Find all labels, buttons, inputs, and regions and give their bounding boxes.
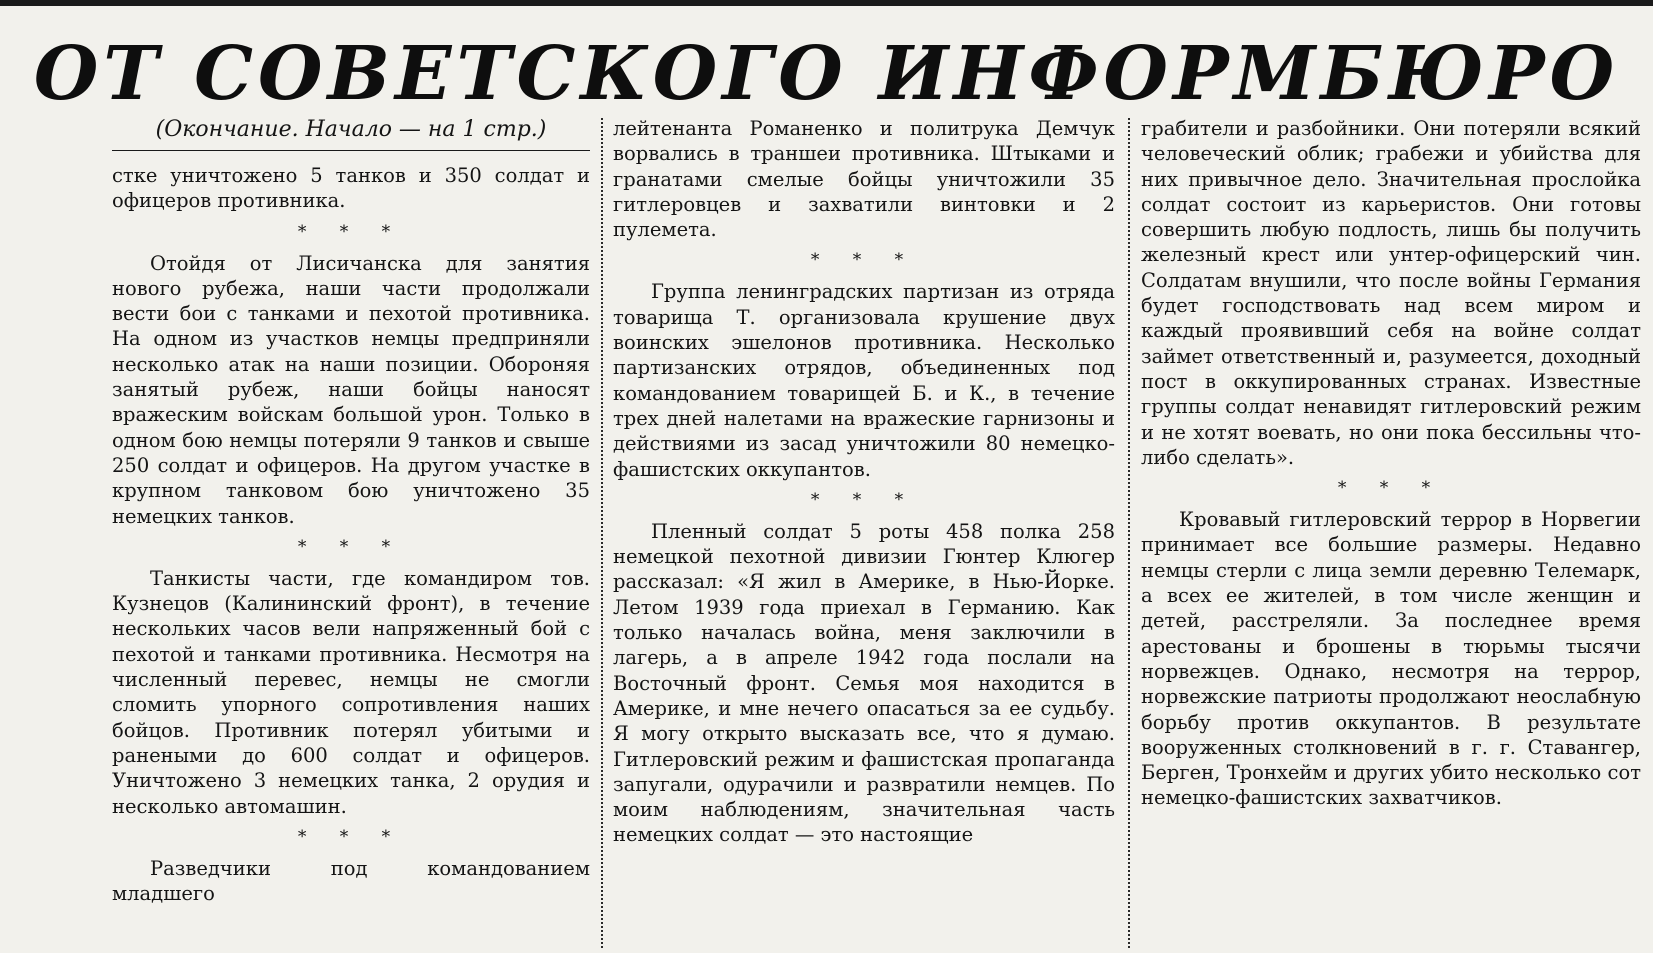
col2-paragraph-3: Пленный солдат 5 роты 458 полка 258 немецкой пехотной дивизии Гюнтер Клюгер рассказал: «Я жил в Америке, в Нью-Йорке. Летом 1939 года приехал в Германию. Как только началась война, меня заключили в лагерь, а в апреле 1942 года послали на Восточный фронт. Семья моя находится в Америке, и мне нечего опасаться за ее судьбу. Я могу открыто высказать все, что я думаю. Гитлеровский режим и фашистская пропаганда запугали, одурачили и развратили немцев. По моим наблюдениям, значительная часть немецких солдат — это настоящие — [613, 519, 1115, 847]
column-divider-right — [1128, 118, 1131, 948]
separator: * * * — [297, 826, 405, 847]
column-2 — [613, 116, 1115, 946]
separator: * * * — [810, 489, 918, 510]
col1-paragraph-4: Разведчики под командованием младшего — [112, 856, 590, 906]
subtitle: (Окончание. Начало — на 1 стр.) — [112, 116, 590, 151]
col1-paragraph-2: Отойдя от Лисичанска для занятия нового рубежа, наши части продолжали вести бои с танками и пехотой противника. На одном из участков немцы предприняли несколько атак на наши позиции. Обороняя занятый рубеж, наши бойцы наносят вражеским войскам большой урон. Только в одном бою немцы потеряли 9 танков и свыше 250 солдат и офицеров. На другом участке в крупном танковом бою уничтожено 35 немецких танков. — [112, 251, 590, 528]
column-divider-left — [601, 118, 604, 948]
col3-paragraph-1: грабители и разбойники. Они потеряли всякий человеческий облик; грабежи и убийства для них привычное дело. Значительная прослойка солдат состоит из карьеристов. Они готовы совершить любую подлость, лишь бы получить железный крест или унтер-офицерский чин. Солдатам внушили, что после войны Германия будет господствовать над всем миром и каждый проявивший себя на войне солдат займет ответственный и, разумеется, доходный пост в оккупированных странах. Известные группы солдат ненавидят гитлеровский режим и не хотят воевать, но они пока бессильны что-либо сделать». — [1141, 117, 1641, 469]
headline: ОТ СОВЕТСКОГО ИНФОРМБЮРО — [33, 31, 1620, 117]
separator: * * * — [297, 536, 405, 557]
col1-paragraph-1: стке уничтожено 5 танков и 350 солдат и офицеров противника. — [112, 164, 590, 213]
col2-paragraph-2: Группа ленинградских партизан из отряда товарища Т. организовала крушение двух воинских эшелонов противника. Несколько партизанских отрядов, объединенных под командованием товарищей Б. и К., в течение трех дней налетами на вражеские гарнизоны и действиями из засад уничтожили 80 немецко-фашистских оккупантов. — [613, 280, 1115, 481]
separator: * * * — [810, 250, 918, 271]
col2-paragraph-1: лейтенанта Романенко и политрука Демчук ворвались в траншеи противника. Штыками и гранатами смелые бойцы уничтожили 35 гитлеровцев и захватили винтовки и 2 пулемета. — [613, 117, 1115, 242]
column-3 — [1141, 116, 1641, 946]
col1-paragraph-3: Танкисты части, где командиром тов. Кузнецов (Калининский фронт), в течение нескольких часов вели напряженный бой с пехотой и танками противника. Несмотря на численный перевес, немцы не смогли сломить упорного сопротивления наших бойцов. Противник потерял убитыми и ранеными до 600 солдат и офицеров. Уничтожено 3 немецких танка, 2 орудия и несколько автомашин. — [112, 566, 590, 818]
col3-paragraph-2: Кровавый гитлеровский террор в Норвегии принимает все большие размеры. Недавно немцы стерли с лица земли деревню Телемарк, а всех ее жителей, в том числе женщин и детей, расстреляли. За последнее время арестованы и брошены в тюрьмы тысячи норвежцев. Однако, несмотря на террор, норвежские патриоты продолжают неослабную борьбу против оккупантов. В результате вооруженных столкновений в г. г. Ставангер, Берген, Тронхейм и других убито несколько сот немецко-фашистских захватчиков. — [1141, 508, 1641, 810]
separator: * * * — [1337, 478, 1445, 499]
column-1 — [112, 116, 590, 946]
top-rule — [0, 0, 1653, 6]
separator: * * * — [297, 221, 405, 242]
